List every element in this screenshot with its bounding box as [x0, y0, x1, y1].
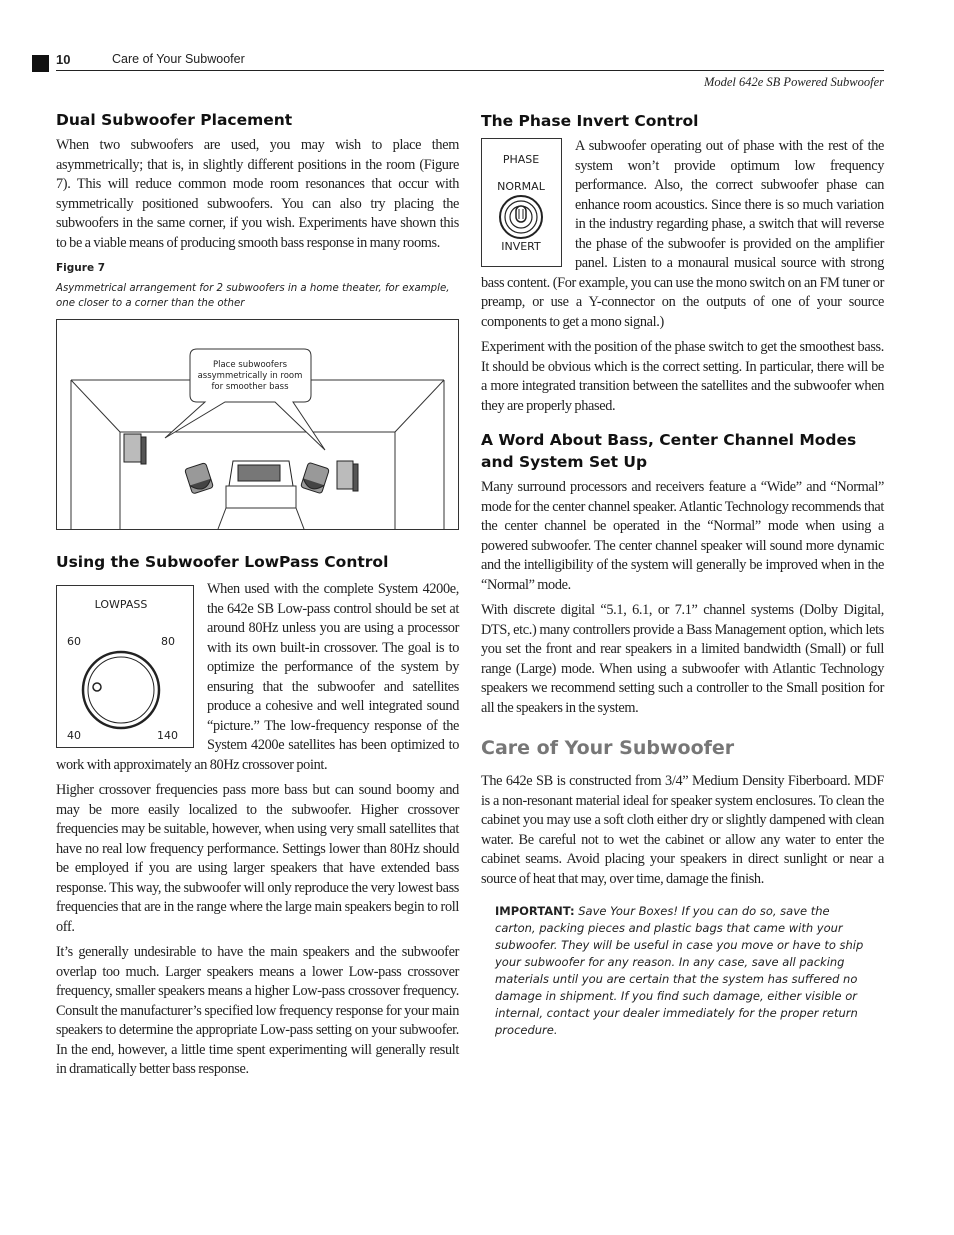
running-title: Care of Your Subwoofer [112, 52, 245, 66]
tick-80: 80 [161, 635, 175, 648]
care-heading: Care of Your Subwoofer [481, 737, 735, 759]
bass-p1: Many surround processors and receivers feature a “Wide” and “Normal” mode for the center channel speaker. Atlantic Technology recommends that the center channel be operated in the “Normal” mode when using a powered subwoofer. The center channel speaker will sound more dynamic and the intelligibility of the system will generally be improved when in the “Normal” mode. [481, 479, 884, 593]
lowpass-p3: It’s generally undesirable to have the main speakers and the subwoofer overlap too much. Larger speakers means a lower Low-pass crossover frequency, smaller speakers means a higher Low-pass crossover frequency. Consult the manufacturer’s specified low frequency response for your main speakers to determine the appropriate Low-pass setting on your subwoofer. In the end, however, a little time spent experimenting will generally result in dramatically better bass response. [56, 944, 459, 1077]
figure-7 [56, 319, 459, 530]
header-marker [32, 55, 49, 72]
right-subwoofer-icon [337, 461, 358, 491]
left-subwoofer-icon [124, 434, 146, 464]
figure-label: Figure 7 [56, 262, 106, 274]
phase-heading: The Phase Invert Control [481, 112, 699, 130]
lowpass-label: LOWPASS [94, 598, 148, 611]
invert-label: INVERT [501, 240, 541, 253]
dual-heading: Dual Subwoofer Placement [56, 111, 293, 129]
tick-140: 140 [157, 729, 178, 742]
tick-60: 60 [67, 635, 81, 648]
callout-line-3: for smoother bass [211, 382, 289, 392]
important-note [495, 903, 865, 1039]
callout-bubble [165, 349, 325, 450]
lowpass-p1: When used with the complete System 4200e, the 642e SB Low-pass control should be set at around 80Hz unless you are using a processor with its own built-in crossover. The goal is to optimize the performance of the system by ensuring that the subwoofer and satellites produce a cohesive and well integrated sound “picture.” The low-frequency response of the System 4200e satellites has been optimized to work with approximately an 80Hz crossover point. [56, 581, 459, 773]
bass-p2: With discrete digital “5.1, 6.1, or 7.1” channel systems (Dolby Digital, DTS, etc.) many controllers provide a Bass Management option, which lets you set the front and rear speakers in a limited bandwidth (Small) or full range (Large) mode. When using a subwoofer with Atlantic Technology speakers we recommend setting such a controller to the Small position for all the speakers in the system. [481, 602, 884, 716]
care-p1: The 642e SB is constructed from 3/4” Medium Density Fiberboard. MDF is a non-resonant material ideal for speaker system enclosures. To clean the cabinet you may use a soft cloth either dry or slightly dampened with clean water. Be careful not to wet the cabinet or allow any water to enter the cabinet seams. Avoid placing your speakers in direct sunlight or near a source of heat that may, over time, damage the finish. [481, 773, 884, 887]
left-speaker-icon [185, 463, 214, 495]
phase-p2: Experiment with the position of the phase switch to get the smoothest bass. It should be obvious which is the correct setting. In particular, there will be a more integrated transition between the satellites and the subwoofer when they are properly phased. [481, 339, 884, 414]
important-text: Save Your Boxes! If you can do so, save the carton, packing pieces and plastic bags that came with your subwoofer. They will be useful in case you move or have to ship your subwoofer for any reason. In any case, save all packing materials until you are certain that the system has suffered no damage in shipment. If you find such damage, either visible or internal, contact your dealer immediately for the proper return procedure. [495, 904, 864, 1037]
figure-caption: Asymmetrical arrangement for 2 subwoofers in a home theater, for example, one closer to a corner than the other [56, 283, 450, 309]
important-label: IMPORTANT: [495, 904, 575, 918]
header-rule [56, 70, 884, 71]
callout-line-2: assymmetrically in room [197, 371, 303, 381]
lowpass-heading: Using the Subwoofer LowPass Control [56, 553, 389, 571]
center-console-icon [218, 461, 304, 529]
model-name: Model 642e SB Powered Subwoofer [703, 75, 884, 89]
room-diagram [57, 320, 458, 529]
bass-heading-line-1: A Word About Bass, Center Channel Modes [481, 431, 857, 449]
lowpass-text-block [56, 580, 459, 1080]
dual-body: When two subwoofers are used, you may wish to place them asymmetrically; that is, in slightly different positions in the room (Figure 7). This will reduce common mode room resonances that occur with symmetrically positioned subwoofers. You can also try placing the subwoofers in the same corner, if you wish. Experiments have shown this to be a viable means of producing smooth bass response in many rooms. [56, 137, 459, 251]
lowpass-p2: Higher crossover frequencies pass more bass but can sound boomy and may be more easily localized to the subwoofer. Higher crossover frequencies may be suitable, however, when using very small satellites that have no real low frequency performance. Settings lower than 80Hz should be employed if you are using larger speakers that have extended bass response. This way, the subwoofer will only reproduce the very lowest bass frequencies that are in the range where the large main speakers begin to roll off. [56, 782, 459, 935]
phase-p1: A subwoofer operating out of phase with the rest of the system won’t provide optimum low frequency performance. Also, the correct subwoofer phase can enhance room acoustics. Since there is so much variation in the industry regarding phase, a switch that will reverse the phase of the subwoofer is provided on the amplifier panel. Listen to a monaural musical source with strong bass content. (For example, you can use the mono switch on an FM tuner or preamp, or use a Y-connector on the outputs of one of your source components to get a mono signal.) [481, 138, 884, 330]
normal-label: NORMAL [497, 180, 545, 193]
callout-line-1: Place subwoofers [212, 360, 288, 370]
bass-heading [481, 429, 856, 473]
right-speaker-icon [301, 462, 330, 494]
phase-text-block [481, 137, 884, 416]
bass-text-block [481, 478, 884, 718]
phase-label: PHASE [502, 153, 540, 166]
page-number: 10 [56, 52, 71, 67]
bass-heading-line-2: and System Set Up [481, 453, 648, 471]
tick-40: 40 [67, 729, 81, 742]
